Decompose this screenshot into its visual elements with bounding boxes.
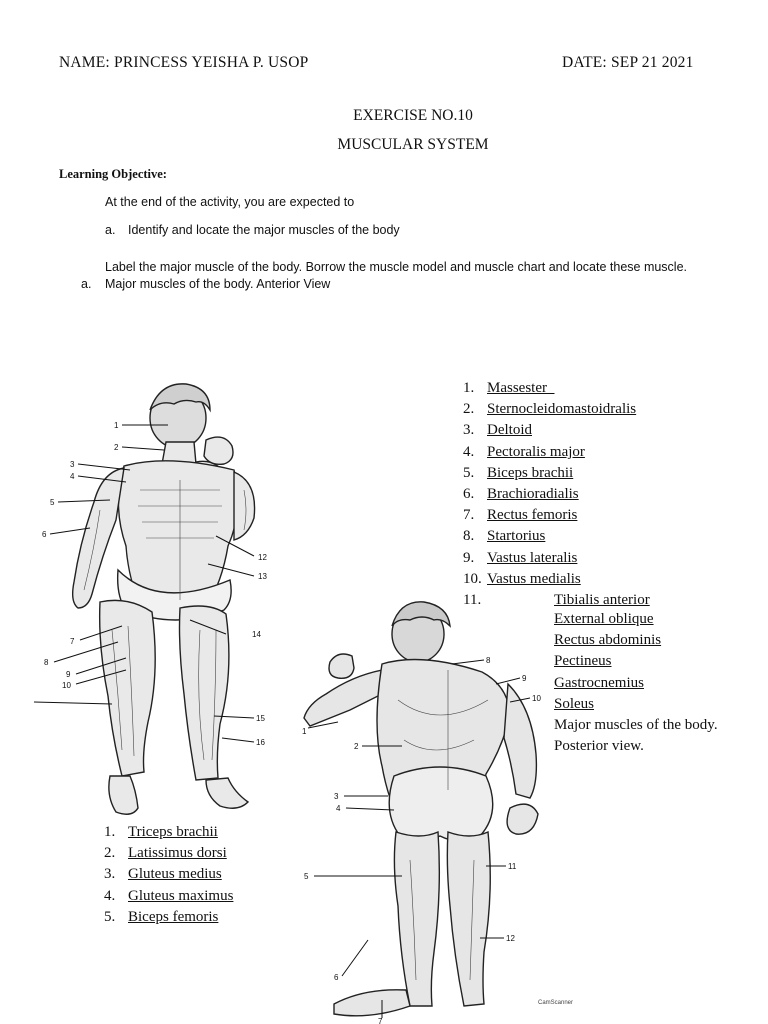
front-label-9: 9 (66, 670, 71, 679)
muscle-label: Rectus abdominis (554, 632, 662, 649)
list-item: 8. Startorius (463, 526, 650, 547)
muscle-label: Pectineus (554, 653, 612, 670)
back-label-2: 2 (354, 742, 359, 751)
muscle-label: Rectus femoris (487, 507, 578, 524)
list-item: 2. Latissimus dorsi (104, 843, 233, 864)
scanner-watermark: CamScanner (538, 1000, 574, 1006)
back-label-12: 12 (506, 934, 515, 943)
front-label-8: 8 (44, 658, 49, 667)
muscle-label: Startorius (487, 528, 546, 545)
back-label-10: 10 (532, 694, 541, 703)
list-item: 4. Pectoralis major (463, 442, 650, 463)
muscle-label: Gluteus medius (128, 866, 222, 883)
muscle-label: Massester (487, 380, 555, 396)
objective-heading: Learning Objective: (59, 167, 167, 181)
list-item: 3. Gluteus medius (104, 864, 233, 885)
muscle-label: Brachioradialis (487, 486, 579, 503)
front-label-3: 3 (70, 460, 75, 469)
front-label-5: 5 (50, 498, 55, 507)
muscle-label: External oblique (554, 611, 654, 627)
posterior-muscle-list (104, 822, 233, 928)
objective-marker: a. (105, 223, 116, 237)
posterior-muscle-figure (298, 600, 550, 1024)
muscle-label: Vastus lateralis (487, 549, 578, 566)
muscle-label: Sternocleidomastoidralis (487, 401, 637, 418)
anterior-extra-list (554, 609, 718, 757)
muscle-label: Deltoid (487, 422, 532, 439)
exercise-title: EXERCISE NO.10 (353, 107, 473, 124)
list-item: 2. Sternocleidomastoidralis (463, 399, 650, 420)
front-label-15: 15 (256, 714, 265, 723)
list-item: 11. Tibialis anterior (463, 590, 650, 611)
muscle-label: Pectoralis major (487, 443, 585, 460)
front-label-1: 1 (114, 421, 119, 430)
front-label-10: 10 (62, 681, 71, 690)
list-item: 10. Vastus medialis (463, 569, 650, 590)
muscle-label: Vastus medialis (487, 570, 581, 587)
list-item: 1. Triceps brachii (104, 822, 233, 843)
back-label-9: 9 (522, 674, 527, 683)
list-item: 6. Brachioradialis (463, 484, 650, 505)
front-label-16: 16 (256, 738, 265, 747)
date: DATE: SEP 21 2021 (562, 54, 694, 71)
muscle-label: Gastrocnemius (554, 674, 644, 691)
posterior-heading-line2: Posterior view. (554, 738, 644, 755)
back-label-7: 7 (378, 1017, 383, 1024)
student-name: NAME: PRINCESS YEISHA P. USOP (59, 54, 309, 71)
list-item: 9. Vastus lateralis (463, 548, 650, 569)
list-item: 5. Biceps femoris (104, 907, 233, 928)
muscle-label: Tibialis anterior (554, 592, 650, 609)
front-label-12: 12 (258, 553, 267, 562)
front-label-13: 13 (258, 572, 267, 581)
back-label-3: 3 (334, 792, 339, 801)
muscle-label: Gluteus maximus (128, 887, 234, 904)
instructions-subtext: Major muscles of the body. Anterior View (105, 277, 331, 291)
instructions-text: Label the major muscle of the body. Borrow the muscle model and muscle chart and locate these muscle. (105, 260, 688, 274)
posterior-heading-line1: Major muscles of the body. (554, 717, 718, 734)
front-label-4: 4 (70, 472, 75, 481)
topic-title: MUSCULAR SYSTEM (337, 136, 489, 153)
muscle-label: Triceps brachii (128, 824, 218, 840)
back-label-6: 6 (334, 973, 339, 982)
front-label-7: 7 (70, 637, 75, 646)
objective-item: Identify and locate the major muscles of the body (128, 223, 400, 237)
muscle-label: Biceps femoris (128, 908, 219, 925)
list-item: 5. Biceps brachii (463, 463, 650, 484)
front-label-6: 6 (42, 530, 47, 539)
muscle-label: Latissimus dorsi (128, 845, 227, 862)
front-label-2: 2 (114, 443, 119, 452)
back-label-11: 11 (508, 862, 517, 871)
list-item: 1. Massester (463, 378, 650, 399)
list-item: 3. Deltoid (463, 420, 650, 441)
back-label-5: 5 (304, 872, 309, 881)
instructions-marker: a. (81, 277, 92, 291)
anterior-muscle-list (463, 378, 650, 611)
list-item: 4. Gluteus maximus (104, 886, 233, 907)
objective-intro: At the end of the activity, you are expected to (105, 195, 355, 209)
muscle-label: Biceps brachii (487, 464, 574, 481)
front-label-14: 14 (252, 630, 261, 639)
list-item: 7. Rectus femoris (463, 505, 650, 526)
back-label-4: 4 (336, 804, 341, 813)
back-label-1: 1 (302, 727, 307, 736)
muscle-label: Soleus (554, 695, 595, 712)
back-label-8: 8 (486, 656, 491, 665)
anterior-muscle-figure (30, 380, 280, 820)
